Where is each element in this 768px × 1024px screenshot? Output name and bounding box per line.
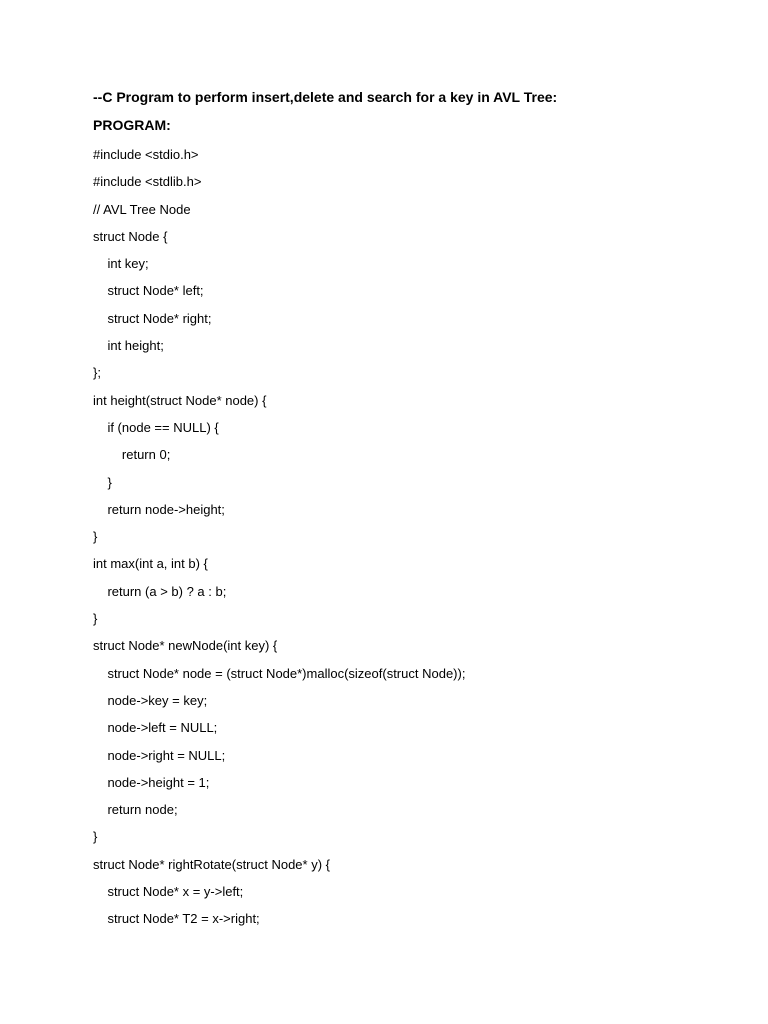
code-line: struct Node* left; — [93, 283, 204, 299]
code-line: if (node == NULL) { — [93, 419, 219, 435]
code-line: } — [93, 529, 98, 545]
code-line: struct Node { — [93, 228, 168, 244]
code-line: node->key = key; — [93, 692, 208, 708]
code-line: int height(struct Node* node) { — [93, 392, 267, 408]
code-line: node->right = NULL; — [93, 747, 226, 763]
code-line: return (a > b) ? a : b; — [93, 583, 227, 599]
code-line: node->left = NULL; — [93, 720, 218, 736]
code-line: int max(int a, int b) { — [93, 556, 208, 572]
document-content — [93, 86, 733, 933]
code-line: } — [93, 829, 98, 845]
code-line: int key; — [93, 256, 149, 272]
code-line: node->height = 1; — [93, 774, 210, 790]
code-line: struct Node* rightRotate(struct Node* y) { — [93, 856, 330, 872]
code-line: } — [93, 611, 98, 627]
code-block — [93, 141, 733, 933]
document-title: --C Program to perform insert,delete and search for a key in AVL Tree: — [93, 89, 558, 105]
code-line: struct Node* T2 = x->right; — [93, 911, 260, 927]
code-line: }; — [93, 365, 101, 381]
code-line: // AVL Tree Node — [93, 201, 191, 217]
code-line: return 0; — [93, 447, 171, 463]
code-line: struct Node* right; — [93, 310, 212, 326]
code-line: #include <stdio.h> — [93, 147, 199, 162]
code-line: return node; — [93, 802, 178, 818]
code-line: #include <stdlib.h> — [93, 174, 202, 190]
code-line: struct Node* newNode(int key) { — [93, 638, 278, 654]
code-line: struct Node* x = y->left; — [93, 884, 244, 900]
code-line: return node->height; — [93, 501, 225, 517]
code-line: } — [93, 474, 112, 490]
program-label: PROGRAM: — [93, 117, 171, 133]
code-line: int height; — [93, 338, 164, 354]
code-line: struct Node* node = (struct Node*)malloc(sizeof(struct Node)); — [93, 665, 466, 681]
